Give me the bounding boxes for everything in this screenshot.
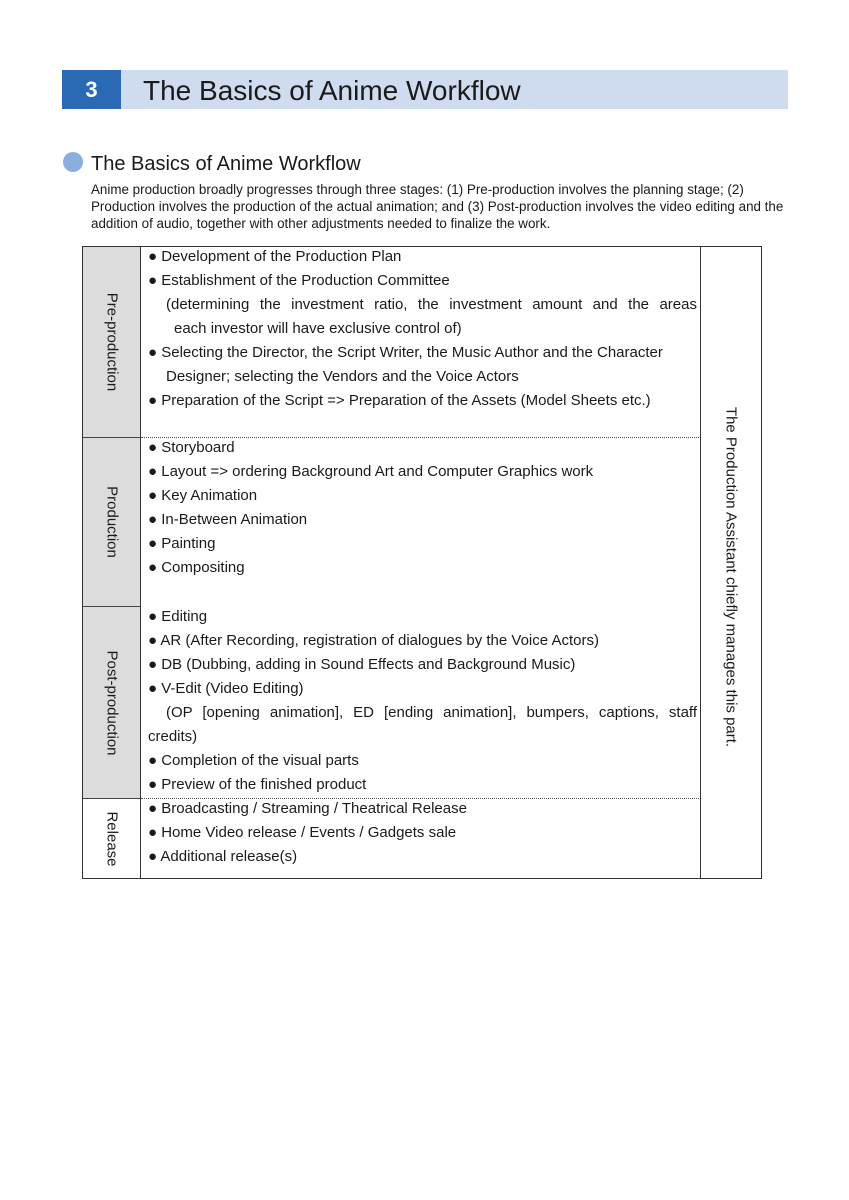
chapter-title: The Basics of Anime Workflow [143,75,521,106]
side-note-column [700,247,761,878]
chapter-number: 3 [62,70,121,109]
preproduction-content [141,245,697,413]
list-item: ● Preparation of the Script => Preparation of the Assets (Model Sheets etc.) [148,392,651,409]
intro-line: Anime production broadly progresses through three stages: (1) Pre-production involves the planning stage; (2) [91,182,744,197]
list-item-note: credits) [148,728,198,745]
list-item: ● Completion of the visual parts [148,752,359,769]
stage-label-preproduction: Pre-production [103,292,120,392]
list-item: ● Layout => ordering Background Art and Computer Graphics work [148,463,594,480]
list-item: ● In-Between Animation [148,511,308,528]
stage-column [83,247,141,878]
list-item: ● Broadcasting / Streaming / Theatrical Release [148,800,467,817]
stage-label-release: Release [103,810,120,867]
list-item: ● Key Animation [148,487,258,504]
list-item-note: Designer; selecting the Vendors and the Voice Actors [166,368,519,385]
release-content [141,797,697,869]
workflow-table [82,246,762,879]
stage-label-postproduction: Post-production [103,649,120,756]
production-content [141,436,697,580]
postproduction-content [141,605,697,797]
list-item: ● DB (Dubbing, adding in Sound Effects and Background Music) [148,656,576,673]
section-title: The Basics of Anime Workflow [91,153,361,175]
list-item-note: (OP [opening animation], ED [ending animation], bumpers, captions, staff [166,704,697,721]
list-item: ● Home Video release / Events / Gadgets sale [148,824,457,841]
list-item: ● Selecting the Director, the Script Writer, the Music Author and the Character [148,344,663,361]
side-note-text: The Production Assistant chiefly manages this part. [722,406,740,748]
list-item: ● Compositing [148,559,245,576]
list-item: ● Establishment of the Production Committee [148,272,450,289]
list-item: ● Development of the Production Plan [148,248,402,265]
list-item: ● V-Edit (Video Editing) [148,680,304,697]
section-bullet-icon [63,152,83,172]
stage-label-production: Production [103,486,120,558]
intro-line: and the addition of audio, together with other adjustments needed to finalize the work. [91,199,784,231]
list-item: ● Storyboard [148,439,235,456]
stage-release [83,798,140,878]
list-item-note: (determining the investment ratio, the investment amount and the areas [166,296,697,313]
list-item: ● Painting [148,535,216,552]
stage-postproduction [83,606,140,798]
intro-paragraph [91,181,791,232]
list-item-note: each investor will have exclusive control of) [174,320,462,337]
intro-line: Production involves the production of the actual animation; and (3) Post-production involves the video editing [91,199,735,214]
list-item: ● Additional release(s) [148,848,298,865]
stage-preproduction [83,247,140,437]
stage-production [83,437,140,606]
list-item: ● AR (After Recording, registration of dialogues by the Voice Actors) [148,632,599,649]
list-item: ● Preview of the finished product [148,776,367,793]
list-item: ● Editing [148,608,208,625]
